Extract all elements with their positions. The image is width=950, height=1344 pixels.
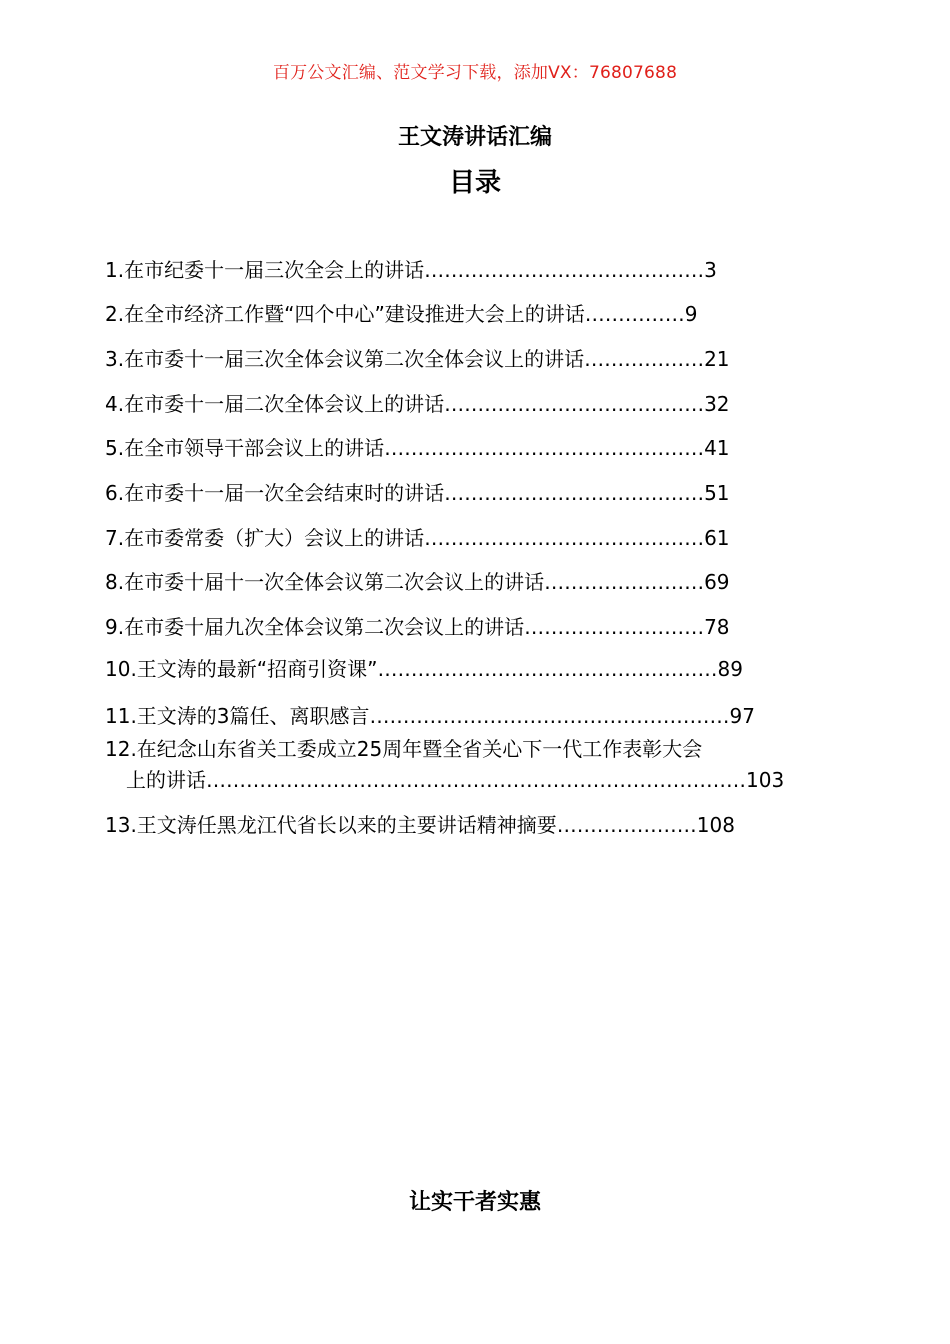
toc-entry-5[interactable]: 5.在全市领导干部会议上的讲话…………………………………………41 xyxy=(105,436,730,460)
toc-entry-10[interactable]: 10.王文涛的最新“招商引资课”……………………………………………89 xyxy=(105,657,743,681)
footer-slogan: 让实干者实惠 xyxy=(408,1190,541,1215)
toc-title: 目录 xyxy=(448,168,501,198)
toc-entry-1[interactable]: 1.在市纪委十一届三次全会上的讲话……………………………………3 xyxy=(105,258,717,282)
toc-entry-12-line2: 上的讲话………………………………………………………………………103 xyxy=(126,768,785,792)
toc-entry-2[interactable]: 2.在全市经济工作暨“四个中心”建设推进大会上的讲话……………9 xyxy=(105,302,698,326)
toc-entry-12-line1: 12.在纪念山东省关工委成立25周年暨全省关心下一代工作表彰大会 xyxy=(105,737,703,761)
toc-entry-13[interactable]: 13.王文涛任黑龙江代省长以来的主要讲话精神摘要…………………108 xyxy=(105,813,735,837)
toc-entry-3[interactable]: 3.在市委十一届三次全体会议第二次全体会议上的讲话………………21 xyxy=(105,347,730,371)
toc-entry-4[interactable]: 4.在市委十一届二次全体会议上的讲话…………………………………32 xyxy=(105,392,730,416)
toc-entry-7[interactable]: 7.在市委常委（扩大）会议上的讲话……………………………………61 xyxy=(105,526,730,550)
header-note: 百万公文汇编、范文学习下载，添加VX：76807688 xyxy=(272,63,678,83)
toc-entry-8[interactable]: 8.在市委十届十一次全体会议第二次会议上的讲话……………………69 xyxy=(105,570,730,594)
toc-entry-11[interactable]: 11.王文涛的3篇任、离职感言………………………………………………97 xyxy=(105,704,755,728)
toc-entry-6[interactable]: 6.在市委十一届一次全会结束时的讲话…………………………………51 xyxy=(105,481,730,505)
document-title: 王文涛讲话汇编 xyxy=(397,125,552,150)
toc-entry-9[interactable]: 9.在市委十届九次全体会议第二次会议上的讲话………………………78 xyxy=(105,615,730,639)
